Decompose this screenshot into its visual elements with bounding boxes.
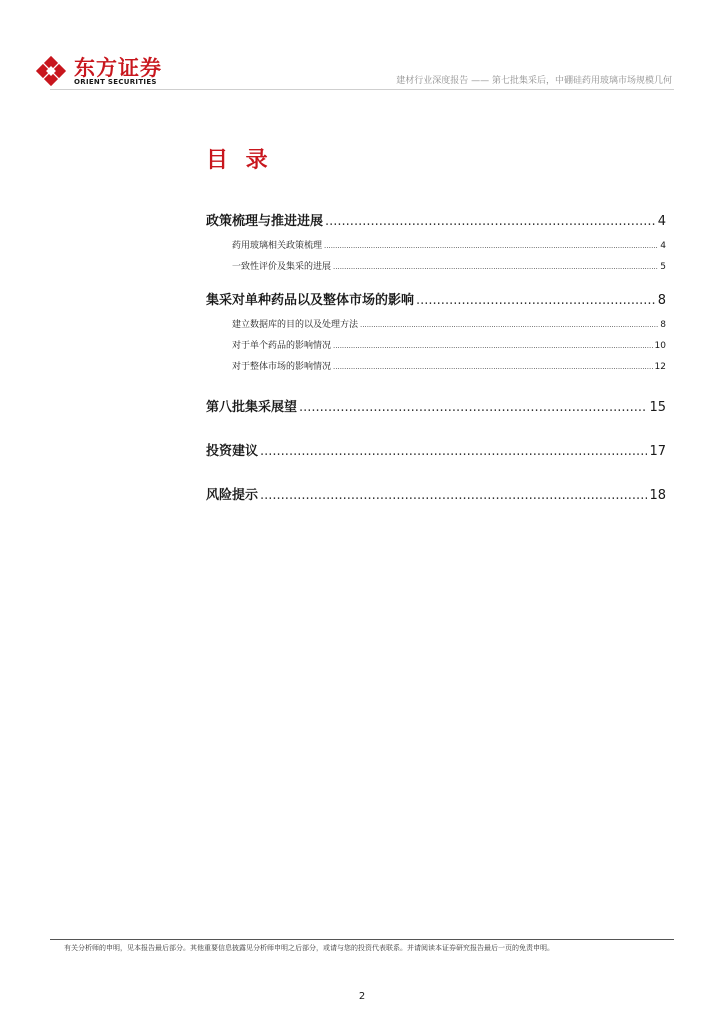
orient-securities-logo-icon — [34, 54, 68, 88]
toc-entry-page: 12 — [654, 362, 666, 372]
toc-subentry-1-2[interactable] — [232, 257, 666, 278]
dot-leader — [325, 207, 656, 236]
toc-entry-page: 4 — [660, 241, 666, 251]
dot-leader — [333, 357, 653, 378]
dot-leader — [260, 437, 647, 466]
toc-entry-page: 5 — [660, 262, 666, 272]
toc-entry-label: 集采对单种药品以及整体市场的影响 — [206, 293, 415, 308]
toc-entry-label: 风险提示 — [206, 488, 259, 503]
toc-entry-page: 10 — [654, 341, 666, 351]
toc-entry-page: 4 — [657, 214, 666, 229]
dot-leader — [324, 236, 658, 257]
logo-chinese-name: 东方证券 — [74, 56, 162, 80]
toc-entry-label: 药用玻璃相关政策梳理 — [232, 241, 323, 251]
toc-entry-section-4[interactable] — [206, 437, 666, 466]
company-logo — [34, 50, 184, 90]
toc-entry-section-2[interactable] — [206, 286, 666, 315]
dot-leader — [416, 286, 656, 315]
table-of-contents — [206, 207, 666, 510]
dot-leader — [333, 257, 658, 278]
dot-leader — [360, 315, 658, 336]
logo-english-name: ORIENT SECURITIES — [74, 78, 157, 86]
dot-leader — [333, 336, 653, 357]
dot-leader — [260, 481, 647, 510]
toc-entry-label: 对于单个药品的影响情况 — [232, 341, 332, 351]
dot-leader — [299, 393, 647, 422]
toc-entry-label: 一致性评价及集采的进展 — [232, 262, 332, 272]
toc-entry-page: 8 — [657, 293, 666, 308]
toc-entry-page: 18 — [649, 488, 666, 503]
toc-entry-page: 15 — [649, 400, 666, 415]
toc-title: 目 录 — [206, 148, 273, 173]
header-divider — [50, 89, 674, 90]
toc-entry-label: 第八批集采展望 — [206, 400, 298, 415]
toc-entry-section-3[interactable] — [206, 393, 666, 422]
toc-entry-label: 政策梳理与推进进展 — [206, 214, 324, 229]
toc-entry-label: 建立数据库的目的以及处理方法 — [232, 320, 359, 330]
toc-entry-section-5[interactable] — [206, 481, 666, 510]
toc-entry-page: 8 — [660, 320, 666, 330]
toc-entry-section-1[interactable] — [206, 207, 666, 236]
toc-entry-page: 17 — [649, 444, 666, 459]
page-number: 2 — [358, 991, 366, 1002]
footer-divider — [50, 939, 674, 940]
toc-entry-label: 投资建议 — [206, 444, 259, 459]
toc-subentry-2-1[interactable] — [232, 315, 666, 336]
toc-subentry-2-3[interactable] — [232, 357, 666, 378]
report-title: 建材行业深度报告 —— 第七批集采后，中硼硅药用玻璃市场规模几何 — [396, 76, 672, 86]
toc-subentry-2-2[interactable] — [232, 336, 666, 357]
toc-subentry-1-1[interactable] — [232, 236, 666, 257]
footer-disclaimer: 有关分析师的申明，见本报告最后部分。其他重要信息披露见分析师申明之后部分，或请与您的投资代表联系。并请阅读本证券研究报告最后一页的免责申明。 — [64, 944, 554, 952]
toc-entry-label: 对于整体市场的影响情况 — [232, 362, 332, 372]
